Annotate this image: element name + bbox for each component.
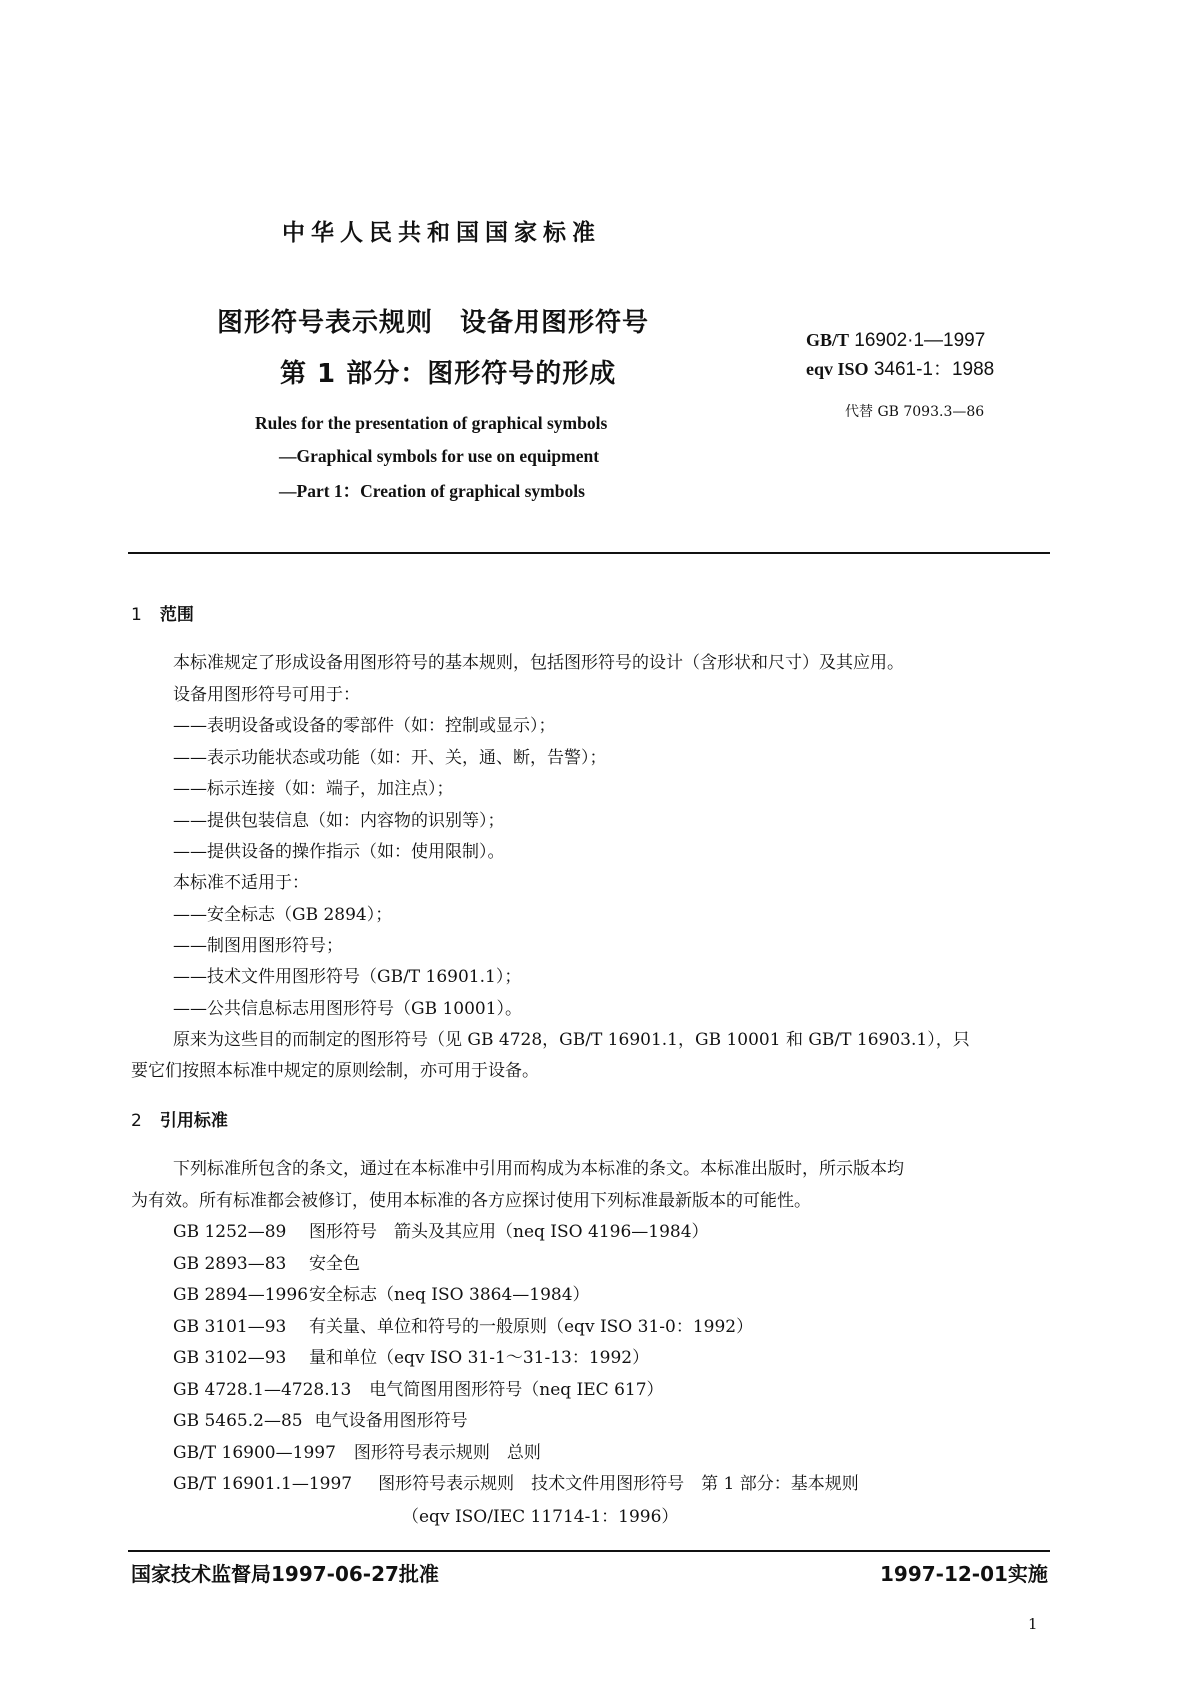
paragraph: 设备用图形符号可用于：	[173, 685, 360, 705]
title-en-line1: Rules for the presentation of graphical symbols	[255, 413, 608, 433]
reference-title: 电气设备用图形符号	[314, 1411, 468, 1431]
page-number: 1	[1028, 1615, 1038, 1633]
paragraph: 本标准不适用于：	[173, 873, 309, 893]
list-item: ——提供包装信息（如：内容物的识别等）；	[173, 811, 505, 831]
section-1-title: 范围	[159, 605, 194, 625]
approval-date: 国家技术监督局1997-06-27批准	[131, 1562, 439, 1586]
national-standard-heading: 中华人民共和国国家标准	[282, 220, 601, 246]
equivalent-prefix: eqv ISO	[806, 359, 869, 379]
reference-code: GB 1252—89	[173, 1222, 287, 1242]
list-item: ——公共信息标志用图形符号（GB 10001）。	[173, 999, 523, 1019]
reference-title: 有关量、单位和符号的一般原则（eqv ISO 31-0：1992）	[309, 1317, 754, 1337]
header-divider	[128, 552, 1050, 554]
reference-title: 量和单位（eqv ISO 31-1～31-13：1992）	[309, 1348, 650, 1368]
reference-code: GB 4728.1—4728.13	[173, 1380, 352, 1400]
replaces-note: 代替 GB 7093.3—86	[845, 404, 985, 420]
paragraph-continuation: 要它们按照本标准中规定的原则绘制，亦可用于设备。	[131, 1061, 539, 1081]
equivalent-value: 3461-1：1988	[873, 359, 995, 380]
paragraph: 原来为这些目的而制定的图形符号（见 GB 4728，GB/T 16901.1，GB 10001 和 GB/T 16903.1），只	[173, 1030, 970, 1050]
reference-item	[173, 1469, 859, 1494]
list-item: ——标示连接（如：端子，加注点）；	[173, 779, 454, 799]
list-item: ——技术文件用图形符号（GB/T 16901.1）；	[173, 967, 522, 987]
reference-continuation: （eqv ISO/IEC 11714-1：1996）	[402, 1507, 679, 1527]
standard-number-value: 16902·1—1997	[854, 330, 986, 351]
list-item: ——表明设备或设备的零部件（如：控制或显示）；	[173, 716, 556, 736]
paragraph: 下列标准所包含的条文，通过在本标准中引用而构成为本标准的条文。本标准出版时，所示版本均	[173, 1159, 904, 1179]
implementation-date: 1997-12-01实施	[880, 1562, 1048, 1586]
title-en-line3: —Part 1：Creation of graphical symbols	[279, 481, 585, 501]
section-2-number: 2	[131, 1111, 142, 1131]
reference-code: GB 2893—83	[173, 1254, 287, 1274]
list-item: ——制图用图形符号；	[173, 936, 343, 956]
standard-number-prefix: GB/T	[806, 330, 850, 350]
reference-title: 图形符号 箭头及其应用（neq ISO 4196—1984）	[309, 1222, 709, 1242]
footer-divider	[128, 1550, 1050, 1552]
reference-item	[173, 1406, 468, 1431]
section-1-heading	[131, 600, 194, 625]
title-zh-line1: 图形符号表示规则 设备用图形符号	[217, 308, 650, 338]
reference-title: 图形符号表示规则 技术文件用图形符号 第 1 部分：基本规则	[378, 1474, 859, 1494]
section-2-heading	[131, 1106, 228, 1131]
section-1-number: 1	[131, 605, 142, 625]
reference-code: GB/T 16901.1—1997	[173, 1474, 353, 1494]
title-zh-line2: 第 1 部分：图形符号的形成	[280, 359, 617, 389]
reference-code: GB 3102—93	[173, 1348, 287, 1368]
equivalent-standard	[806, 354, 994, 381]
reference-title: 电气简图用图形符号（neq IEC 617）	[369, 1380, 664, 1400]
reference-item	[173, 1343, 649, 1368]
list-item: ——提供设备的操作指示（如：使用限制）。	[173, 842, 505, 862]
standard-number	[806, 330, 985, 352]
section-2-title: 引用标准	[159, 1111, 228, 1131]
reference-item	[173, 1249, 360, 1274]
reference-item	[173, 1217, 709, 1242]
reference-code: GB 5465.2—85	[173, 1411, 303, 1431]
title-en-line2: —Graphical symbols for use on equipment	[279, 446, 600, 466]
reference-item	[173, 1375, 664, 1400]
paragraph-continuation: 为有效。所有标准都会被修订，使用本标准的各方应探讨使用下列标准最新版本的可能性。	[131, 1191, 811, 1211]
list-item: ——安全标志（GB 2894）；	[173, 905, 393, 925]
list-item: ——表示功能状态或功能（如：开、关，通、断，告警）；	[173, 748, 607, 768]
reference-title: 图形符号表示规则 总则	[353, 1443, 541, 1463]
reference-item	[173, 1280, 590, 1305]
reference-code: GB 3101—93	[173, 1317, 287, 1337]
reference-item	[173, 1312, 753, 1337]
reference-title: 安全色	[309, 1254, 360, 1274]
paragraph: 本标准规定了形成设备用图形符号的基本规则，包括图形符号的设计（含形状和尺寸）及其应用。	[173, 653, 904, 673]
reference-title: 安全标志（neq ISO 3864—1984）	[309, 1285, 590, 1305]
reference-code: GB/T 16900—1997	[173, 1443, 336, 1463]
reference-code: GB 2894—1996	[173, 1285, 309, 1305]
reference-item	[173, 1438, 541, 1463]
